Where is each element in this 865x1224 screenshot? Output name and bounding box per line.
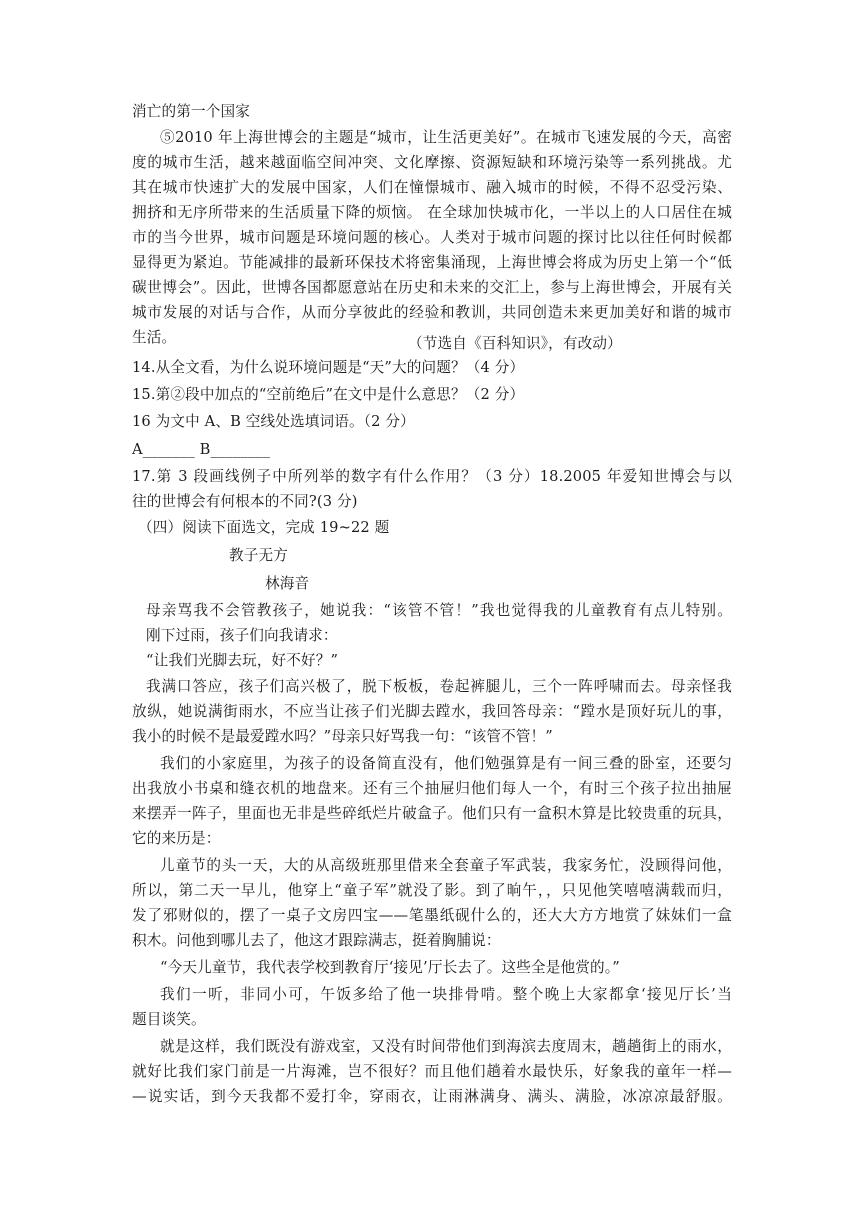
text-line: 所以，第二天一早儿，他穿上“童子军”就没了影。到了晌午，，只见他笑嘻嘻满载而归， [132,882,732,899]
text-line: 消亡的第一个国家 [132,103,250,120]
text-line: 城市发展的对话与合作，从而分享彼此的经验和教训，共同创造未来更加美好和谐的城市 [132,304,732,321]
text-line: 儿童节的头一天，大的从高级班那里借来全套童子军武装，我家务忙，没顾得问他， [160,857,732,874]
question-15: 15.第②段中加点的“空前绝后”在文中是什么意思？（2 分） [132,386,525,403]
text-line: 母亲骂我不会管教孩子，她说我：“该管不管！”我也觉得我的儿童教育有点儿特别。 [146,602,732,619]
answer-blanks: A_______ B________ [132,441,271,458]
text-line: 它的来历是： [132,830,221,847]
text-line: 其在城市快速扩大的发展中国家，人们在憧憬城市、融入城市的时候，不得不忍受污染、 [132,179,732,196]
source-citation: （节选自《百科知识》，有改动） [408,335,622,352]
text-line: 市的当今世界，城市问题是环境问题的核心。人类对于城市问题的探讨比以往任何时候都 [132,229,732,246]
text-line: 碳世博会”。因此，世博各国都愿意站在历史和未来的交汇上，参与上海世博会，开展有关 [132,279,732,296]
text-line: 题目谈笑。 [132,1011,206,1028]
text-line: 来摆弄一阵子，里面也无非是些碎纸烂片破盒子。他们只有一盒积木算是比较贵重的玩具， [132,805,732,822]
text-line: —说实话，到今天我都不爱打伞，穿雨衣，让雨淋满身、满头、满脸，冰凉凉最舒服。 [132,1088,732,1105]
text-line: “让我们光脚去玩，好不好？” [146,652,339,669]
section-heading: （四）阅读下面选文，完成 19~22 题 [138,519,390,536]
text-line: “今天儿童节，我代表学校到教育厅‘接见’厅长去了。这些全是他赏的。” [160,959,620,976]
text-line: 出我放小书桌和缝衣机的地盘来。还有三个抽屉归他们每人一个，有时三个孩子拉出抽屉 [132,780,732,797]
text-line: 我满口答应，孩子们高兴极了，脱下板板，卷起裤腿儿，三个一阵呼啸而去。母亲怪我 [146,678,732,695]
question-17-18: 17.第 3 段画线例子中所列举的数字有什么作用？（3 分）18.2005 年爱知世博会与以 [132,468,732,485]
question-14: 14.从全文看，为什么说环境问题是“天”大的问题？（4 分） [132,359,525,376]
text-line: 就是这样，我们既没有游戏室，又没有时间带他们到海滨去度周末，趟趟街上的雨水， [160,1038,732,1055]
paragraph-5-first-line: ⑤2010 年上海世博会的主题是“城市，让生活更美好”。在城市飞速发展的今天，高密 [160,129,732,146]
question-16: 16 为文中 A、B 空线处选填词语。（2 分） [132,413,415,430]
text-line: 拥挤和无序所带来的生活质量下降的烦恼。 在全球加快城市化，一半以上的人口居住在城 [132,204,732,221]
question-18-cont: 往的世博会有何根本的不同?(3 分) [132,493,358,510]
article-author: 林海音 [265,575,310,592]
text-line: 显得更为紧迫。节能减排的最新环保技术将密集涌现，上海世博会将成为历史上第一个“低 [132,254,732,271]
text-line: 我们的小家庭里，为孩子的设备简直没有，他们勉强算是有一间三叠的卧室，还要匀 [160,755,732,772]
text-line: 度的城市生活，越来越面临空间冲突、文化摩擦、资源短缺和环境污染等一系列挑战。尤 [132,154,732,171]
text-line: 生活。 [132,329,177,346]
text-line: 我们一听，非同小可，午饭多给了他一块排骨啃。整个晚上大家都拿‘接见厅长’当 [160,986,732,1003]
article-title: 教子无方 [229,547,288,564]
text-line: 就好比我们家门前是一片海滩，岂不很好？而且他们趟着水最快乐，好象我的童年一样— [132,1063,732,1080]
text-line: 发了邪财似的，摆了一桌子文房四宝——笔墨纸砚什么的，还大大方方地赏了妹妹们一盒 [132,907,732,924]
text-line: 刚下过雨，孩子们向我请求： [146,627,338,644]
text-line: 积木。问他到哪儿去了，他这才跟踪满志，挺着胸脯说： [132,932,501,949]
text-line: 放纵，她说满街雨水，不应当让孩子们光脚去蹚水，我回答母亲：“蹚水是顶好玩儿的事， [132,703,732,720]
text-line: 我小的时候不是最爱蹚水吗？”母亲只好骂我一句：“该管不管！” [132,728,553,745]
